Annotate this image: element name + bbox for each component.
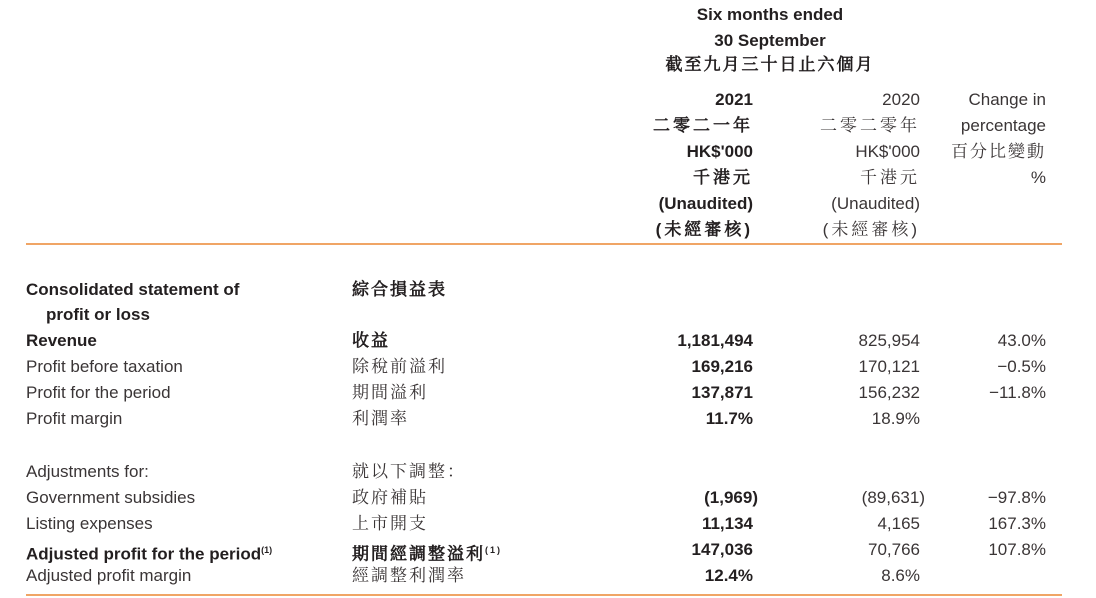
period-title-line1: Six months ended [696, 5, 844, 24]
row-adj-margin-2020: 8.6% [881, 566, 920, 585]
section-title-line2: profit or loss [46, 305, 150, 324]
row-margin-label-zh: 利潤率 [352, 409, 409, 428]
row-adjustments-label-zh: 就以下調整： [352, 462, 466, 481]
row-adj-profit-2021: 147,036 [691, 540, 753, 559]
col-2021-status: (Unaudited) [658, 194, 753, 213]
col-2021-unit: HK$'000 [686, 142, 753, 161]
row-revenue-change: 43.0% [997, 331, 1046, 350]
col-2020-unit: HK$'000 [855, 142, 920, 161]
col-2020-status: (Unaudited) [831, 194, 920, 213]
col-2021-year-zh: 二零二一年 [653, 116, 753, 135]
row-profit-2021: 137,871 [691, 383, 753, 402]
row-listing-2021: 11,134 [701, 514, 753, 533]
row-subsidies-label: Government subsidies [26, 488, 196, 507]
col-2020-year-zh: 二零二零年 [820, 116, 920, 135]
row-profit-2020: 156,232 [858, 383, 920, 402]
col-2021-year: 2021 [715, 90, 753, 109]
footnote-marker: (1) [261, 545, 273, 555]
row-subsidies-2020: (89,631) [861, 488, 925, 507]
row-adj-margin-label-zh: 經調整利潤率 [352, 566, 466, 585]
col-2020-unit-zh: 千港元 [860, 168, 920, 187]
row-pbt-label-zh: 除稅前溢利 [352, 357, 447, 376]
row-revenue-label: Revenue [26, 331, 97, 350]
row-listing-2020: 4,165 [877, 514, 920, 533]
row-margin-label: Profit margin [26, 409, 123, 428]
row-adjustments-label: Adjustments for: [26, 462, 149, 481]
row-listing-label: Listing expenses [26, 514, 153, 533]
row-pbt-label: Profit before taxation [26, 357, 183, 376]
row-subsidies-change: −97.8% [987, 488, 1046, 507]
row-listing-label-zh: 上市開支 [352, 514, 428, 533]
row-pbt-2020: 170,121 [858, 357, 920, 376]
row-adj-margin-2021: 12.4% [704, 566, 753, 585]
row-adj-profit-label-text: Adjusted profit for the period [26, 544, 262, 564]
col-change-unit: % [1030, 168, 1046, 187]
row-revenue-2021: 1,181,494 [677, 331, 753, 350]
section-title-line1: Consolidated statement of [26, 280, 240, 299]
row-profit-change: −11.8% [989, 383, 1046, 402]
row-pbt-2021: 169,216 [691, 357, 753, 376]
row-adj-margin-label: Adjusted profit margin [26, 566, 192, 585]
row-subsidies-label-zh: 政府補貼 [352, 488, 428, 507]
row-adj-profit-change: 107.8% [988, 540, 1046, 559]
row-adj-profit-2020: 70,766 [868, 540, 920, 559]
row-profit-label: Profit for the period [26, 383, 171, 402]
row-pbt-change: −0.5% [997, 357, 1046, 376]
col-2021-status-zh: (未經審核) [655, 220, 753, 239]
period-title-line2: 30 September [714, 31, 826, 50]
col-change-line1: Change in [968, 90, 1046, 109]
row-profit-label-zh: 期間溢利 [352, 383, 428, 402]
period-title-zh: 截至九月三十日止六個月 [665, 55, 875, 74]
row-revenue-2020: 825,954 [858, 331, 920, 350]
row-margin-2021: 11.7% [705, 409, 753, 428]
row-adj-profit-label-zh-text: 期間經調整溢利 [352, 544, 485, 564]
col-2020-year: 2020 [882, 90, 920, 109]
footer-divider [26, 594, 1062, 596]
row-listing-change: 167.3% [988, 514, 1046, 533]
col-2021-unit-zh: 千港元 [693, 168, 753, 187]
col-change-zh: 百分比變動 [951, 142, 1046, 161]
row-margin-2020: 18.9% [871, 409, 920, 428]
col-2020-status-zh: (未經審核) [822, 220, 920, 239]
footnote-marker-zh: (1) [485, 545, 502, 555]
col-change-line2: percentage [960, 116, 1046, 135]
section-title-zh: 綜合損益表 [352, 280, 447, 299]
header-divider [26, 243, 1062, 245]
row-revenue-label-zh: 收益 [352, 331, 390, 350]
row-subsidies-2021: (1,969) [704, 488, 758, 507]
